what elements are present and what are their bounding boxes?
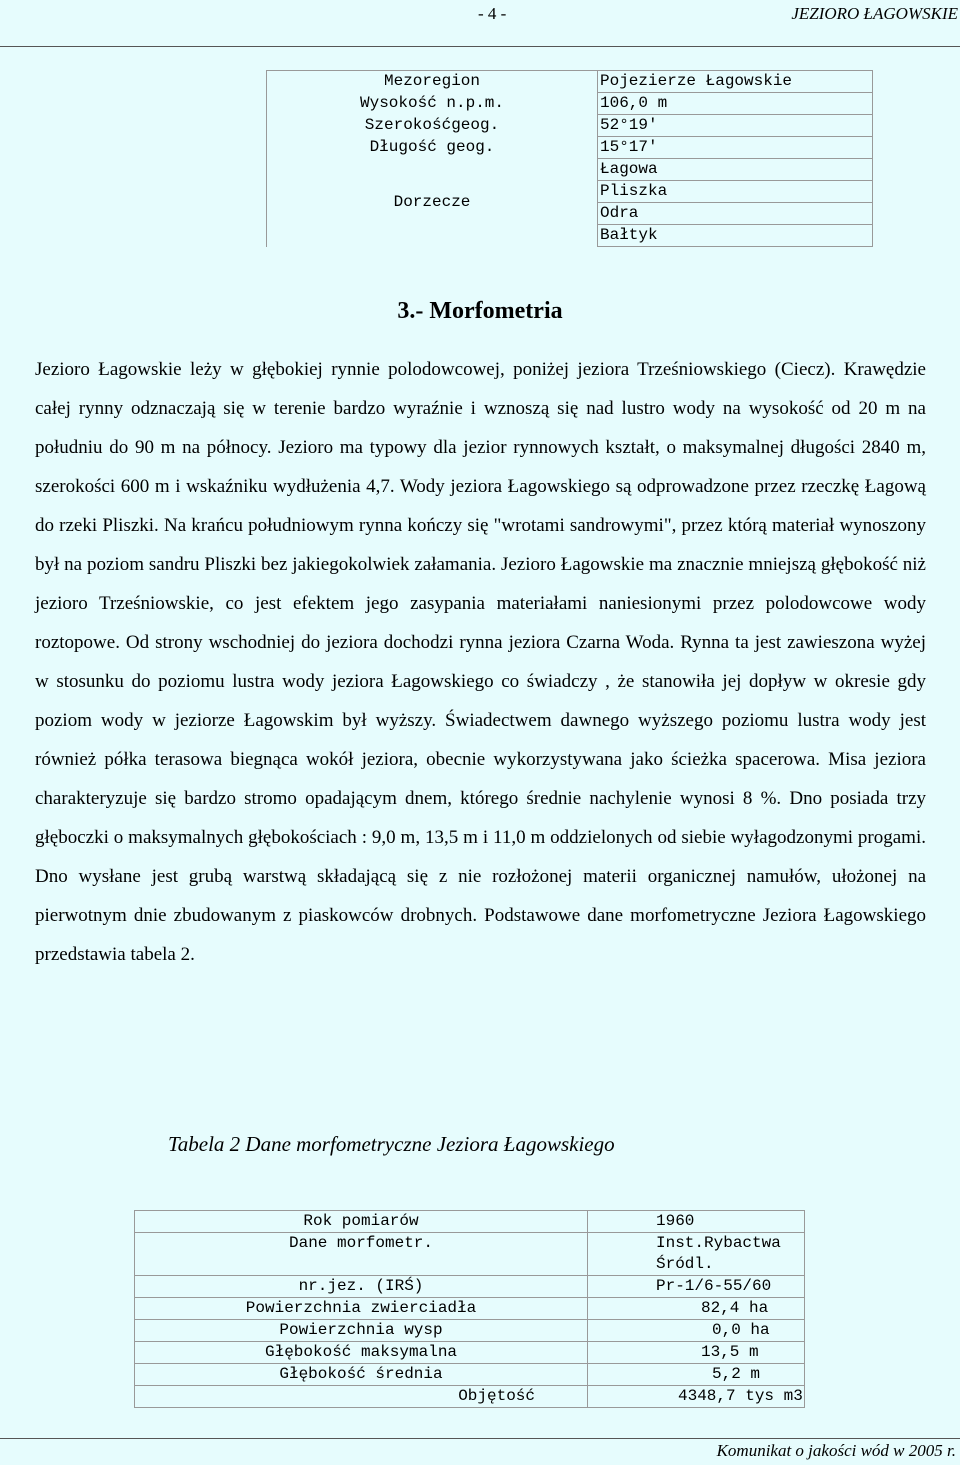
section-heading: 3.- Morfometria [397, 298, 563, 324]
info-key: Wysokość n.p.m. [267, 93, 598, 115]
info-value: 106,0 m [598, 93, 873, 115]
table-row [135, 1320, 805, 1342]
morph-value: 4348,7 tys m3 [588, 1386, 805, 1408]
morph-value: Pr-1/6-55/60 [588, 1276, 805, 1298]
lake-info-table [266, 70, 873, 247]
header-title: JEZIORO ŁAGOWSKIE [791, 4, 958, 23]
dorzecze-value: Łagowa [598, 159, 873, 181]
morph-key: Powierzchnia zwierciadła [135, 1298, 588, 1320]
morph-key: Głębokość średnia [135, 1364, 588, 1386]
table-row [267, 71, 873, 93]
table-row [267, 137, 873, 159]
info-key: Mezoregion [267, 71, 598, 93]
morph-value: 82,4 ha [588, 1298, 805, 1320]
table-caption: Tabela 2 Dane morfometryczne Jeziora Łagowskiego [168, 1132, 615, 1156]
table-row [135, 1276, 805, 1298]
table-row [135, 1233, 805, 1276]
section-paragraph: Jezioro Łagowskie leży w głębokiej rynnie polodowcowej, poniżej jeziora Trześniowskiego (Ciecz). Krawędzie całej rynny odznaczają się w terenie bardzo wyraźnie i wznoszą się nad lustro wody na wysokość od 20 m na południu do 90 m na północy. Jezioro ma typowy dla jezior rynnowych kształt, o maksymalnej długości 2840 m, szerokości 600 m i wskaźniku wydłużenia 4,7. Wody jeziora Łagowskiego są odprowadzone przez rzeczkę Łagową do rzeki Pliszki. Na krańcu południowym rynna kończy się "wrotami sandrowymi", przez którą materiał wynoszony był na poziom sandru Pliszki bez jakiegokolwiek załamania. Jezioro Łagowskie ma znacznie mniejszą głębokość niż jezioro Trześniowskie, co jest efektem jego zasypania materiałami naniesionymi przez polodowcowe wody roztopowe. Od strony wschodniej do jeziora dochodzi rynna jeziora Czarna Woda. Rynna ta jest zawieszona wyżej w stosunku do poziomu lustra wody jeziora Łagowskiego co świadczy , że stanowiła jej dopływ w okresie gdy poziom wody w jeziorze Łagowskim był wyższy. Świadectwem dawnego wyższego poziomu lustra wody jest również półka terasowa biegnąca wokół jeziora, obecnie wykorzystywana jako ścieżka spacerowa. Misa jeziora charakteryzuje się bardzo stromo opadającym dnem, którego średnie nachylenie wynosi 8 %. Dno posiada trzy głęboczki o maksymalnych głębokościach : 9,0 m, 13,5 m i 11,0 m oddzielonych od siebie wyłagodzonymi progami. Dno wysłane jest grubą warstwą składającą się z nie rozłożonej materii organicznej namułów, ułożonej na pierwotnym dnie zbudowanym z piaskowców drobnych. Podstawowe dane morfometryczne Jeziora Łagowskiego przedstawia tabela 2. [35, 359, 926, 965]
table-row [135, 1364, 805, 1386]
morph-key: nr.jez. (IRŚ) [135, 1276, 588, 1298]
table-row [267, 115, 873, 137]
morph-value: Inst.Rybactwa Śródl. [588, 1233, 805, 1276]
dorzecze-value: Odra [598, 203, 873, 225]
morph-value: 1960 [588, 1211, 805, 1233]
morph-key: Rok pomiarów [135, 1211, 588, 1233]
table-row [135, 1211, 805, 1233]
page-footer: Komunikat o jakości wód w 2005 r. [716, 1441, 956, 1460]
morph-key: Objętość [135, 1386, 588, 1408]
morph-key: Dane morfometr. [135, 1233, 588, 1276]
info-value: Pojezierze Łagowskie [598, 71, 873, 93]
info-value: 15°17' [598, 137, 873, 159]
dorzecze-value: Pliszka [598, 181, 873, 203]
info-key: Szerokośćgeog. [267, 115, 598, 137]
morphometry-table [134, 1210, 805, 1408]
table-row [135, 1298, 805, 1320]
info-value: 52°19' [598, 115, 873, 137]
dorzecze-label: Dorzecze [267, 159, 598, 247]
morph-value: 0,0 ha [588, 1320, 805, 1342]
table-row [267, 159, 873, 181]
footer-divider [0, 1438, 960, 1439]
table-row [267, 93, 873, 115]
page-number: - 4 - [478, 4, 507, 23]
morph-key: Powierzchnia wysp [135, 1320, 588, 1342]
info-key: Długość geog. [267, 137, 598, 159]
morph-value: 5,2 m [588, 1364, 805, 1386]
dorzecze-value: Bałtyk [598, 225, 873, 247]
page-header [0, 0, 960, 47]
morph-key: Głębokość maksymalna [135, 1342, 588, 1364]
table-row [135, 1386, 805, 1408]
morph-value: 13,5 m [588, 1342, 805, 1364]
table-row [135, 1342, 805, 1364]
